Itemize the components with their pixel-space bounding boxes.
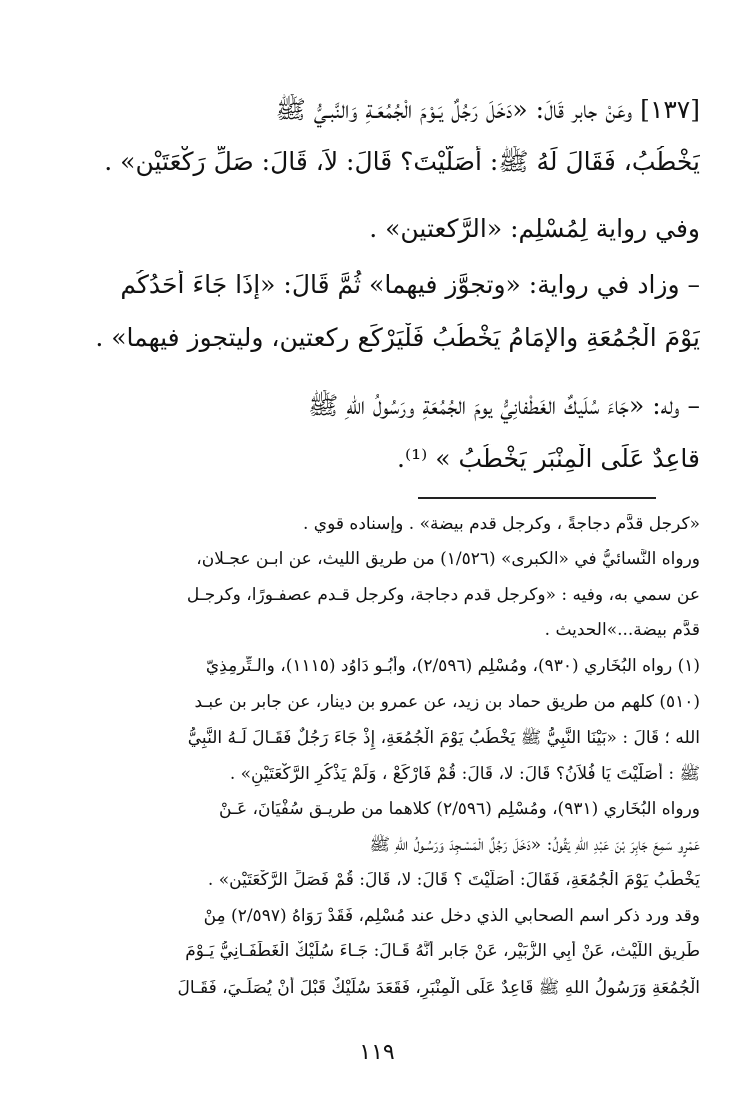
footnote-line-11: يَخْطُبُ يَوْمَ الْجُمُعَةِ، فَقَالَ: أَصَلَّيْتَ ؟ قَالَ: لا، قَالَ: قُمْ فَصَلِّ الرَّكْعَتَيْنِ» . <box>207 870 700 890</box>
main-line-1: [١٣٧] وعَنْ جابر قَالَ: «دَخَلَ رَجُلٌ يَـوْمَ الْجُمُعَـةِ وَالنَّبـيُّ ﷺ <box>275 95 700 124</box>
footnote-line-10: عَمْرٍو سَمِعَ جَابِرَ بْنَ عَبْدِ اللهِ يَقُولُ: «دَخَلَ رَجُلٌ الْمَسْـجِدَ وَرَسُـولُ اللهِ ﷺ <box>369 835 700 855</box>
footnote-line-1: «كرجل قدَّم دجاجةً ، وكرجل قدم بيضة» . وإسناده قوي . <box>303 514 700 534</box>
footnote-line-8: ﷺ : أَصَلَّيْتَ يَا فُلاَنُ؟ قَالَ: لا، قَالَ: قُمْ فَارْكَعْ ، وَلَمْ يَذْكُرِ الرَّكْعَتَيْنِ» . <box>229 764 700 784</box>
footnote-line-13: طَرِيق اللَّيْث، عَنْ أَبِي الزُّبَيْر، عَنْ جَابر أَنَّهُ قَـالَ: جَـاءَ سُلَيْكٌ الْغَطَفَـانِيُّ يَـوْمَ <box>185 941 700 961</box>
main-line-4: – وزاد في رواية: «وتجوَّز فيهما» ثُمَّ قَالَ: «إِذَا جَاءَ أَحَدُكُم <box>120 270 700 299</box>
footnote-line-2: ورواه النَّسائيُّ في «الكبرى» (١/٥٢٦) من طريق الليث، عن ابـن عجـلان، <box>196 549 700 569</box>
main-line-2: يَخْطُبُ، فَقَالَ لَهُ ﷺ: أَصَلَّيْتَ؟ قَالَ: لاَ، قَالَ: صَلِّ رَكْعَتَيْن» . <box>104 147 700 176</box>
page-number: ١١٩ <box>359 1040 395 1065</box>
main-line-3: وفي رواية لِمُسْلِم: «الرَّكعتين» . <box>369 214 700 243</box>
footnote-line-5: (١) رواه البُخَاري (٩٣٠)، ومُسْلِم (٢/٥٩٦)، وأَبُـو دَاوُد (١١١٥)، والـتِّرمِذِيّ <box>205 656 700 676</box>
footnote-line-12: وقد ورد ذكر اسم الصحابي الذي دخل عند مُسْلِم، فَقَدْ رَوَاهُ (٢/٥٩٧) مِنْ <box>203 906 700 926</box>
main-line-6: – وله: «جَاءَ سُلَيكٌ الغَطْفانِيُّ يومَ الجُمُعَةِ ورَسُولُ اللهِ ﷺ <box>308 391 700 420</box>
footnote-line-7: الله ؛ قَالَ : «بَيْنَا النَّبِيُّ ﷺ يَخْطُبُ يَوْمَ الْجُمُعَةِ، إِذْ جَاءَ رَجُلٌ فَقَـالَ لَـهُ النَّبِيُّ <box>187 728 700 748</box>
footnote-line-3: عن سمي به، وفيه : «وكرجل قدم دجاجة، وكرجل قـدم عصفـورًا، وكرجـل <box>186 585 700 605</box>
footnote-divider <box>418 497 656 499</box>
footnote-line-6: (٥١٠) كلهم من طريق حماد بن زيد، عن عمرو بن دينار، عن جابر بن عبـد <box>194 692 700 712</box>
footnote-line-4: قدَّم بيضة...»الحديث . <box>544 620 700 640</box>
main-line-5: يَوْمَ الْجُمُعَةِ والإِمَامُ يَخْطُبُ فَلْيَرْكَع ركعتين، وليتجوز فيهما» . <box>95 323 700 352</box>
footnote-line-9: ورواه البُخَاري (٩٣١)، ومُسْلِم (٢/٥٩٦) كلاهما من طريـق سُفْيَانَ، عَـنْ <box>219 799 700 819</box>
main-line-7: قاعِدٌ عَلَى الْمِنْبَرِ يَخْطُبُ » ⁽¹⁾. <box>397 444 700 473</box>
footnote-line-14: الْجُمُعَةِ وَرَسُولُ اللهِ ﷺ قَاعِدٌ عَلَى الْمِنْبَرِ، فَقَعَدَ سُلَيْكٌ قَبْلَ أَنْ يُصَلِّـيَ، فَقَـالَ <box>177 978 700 998</box>
